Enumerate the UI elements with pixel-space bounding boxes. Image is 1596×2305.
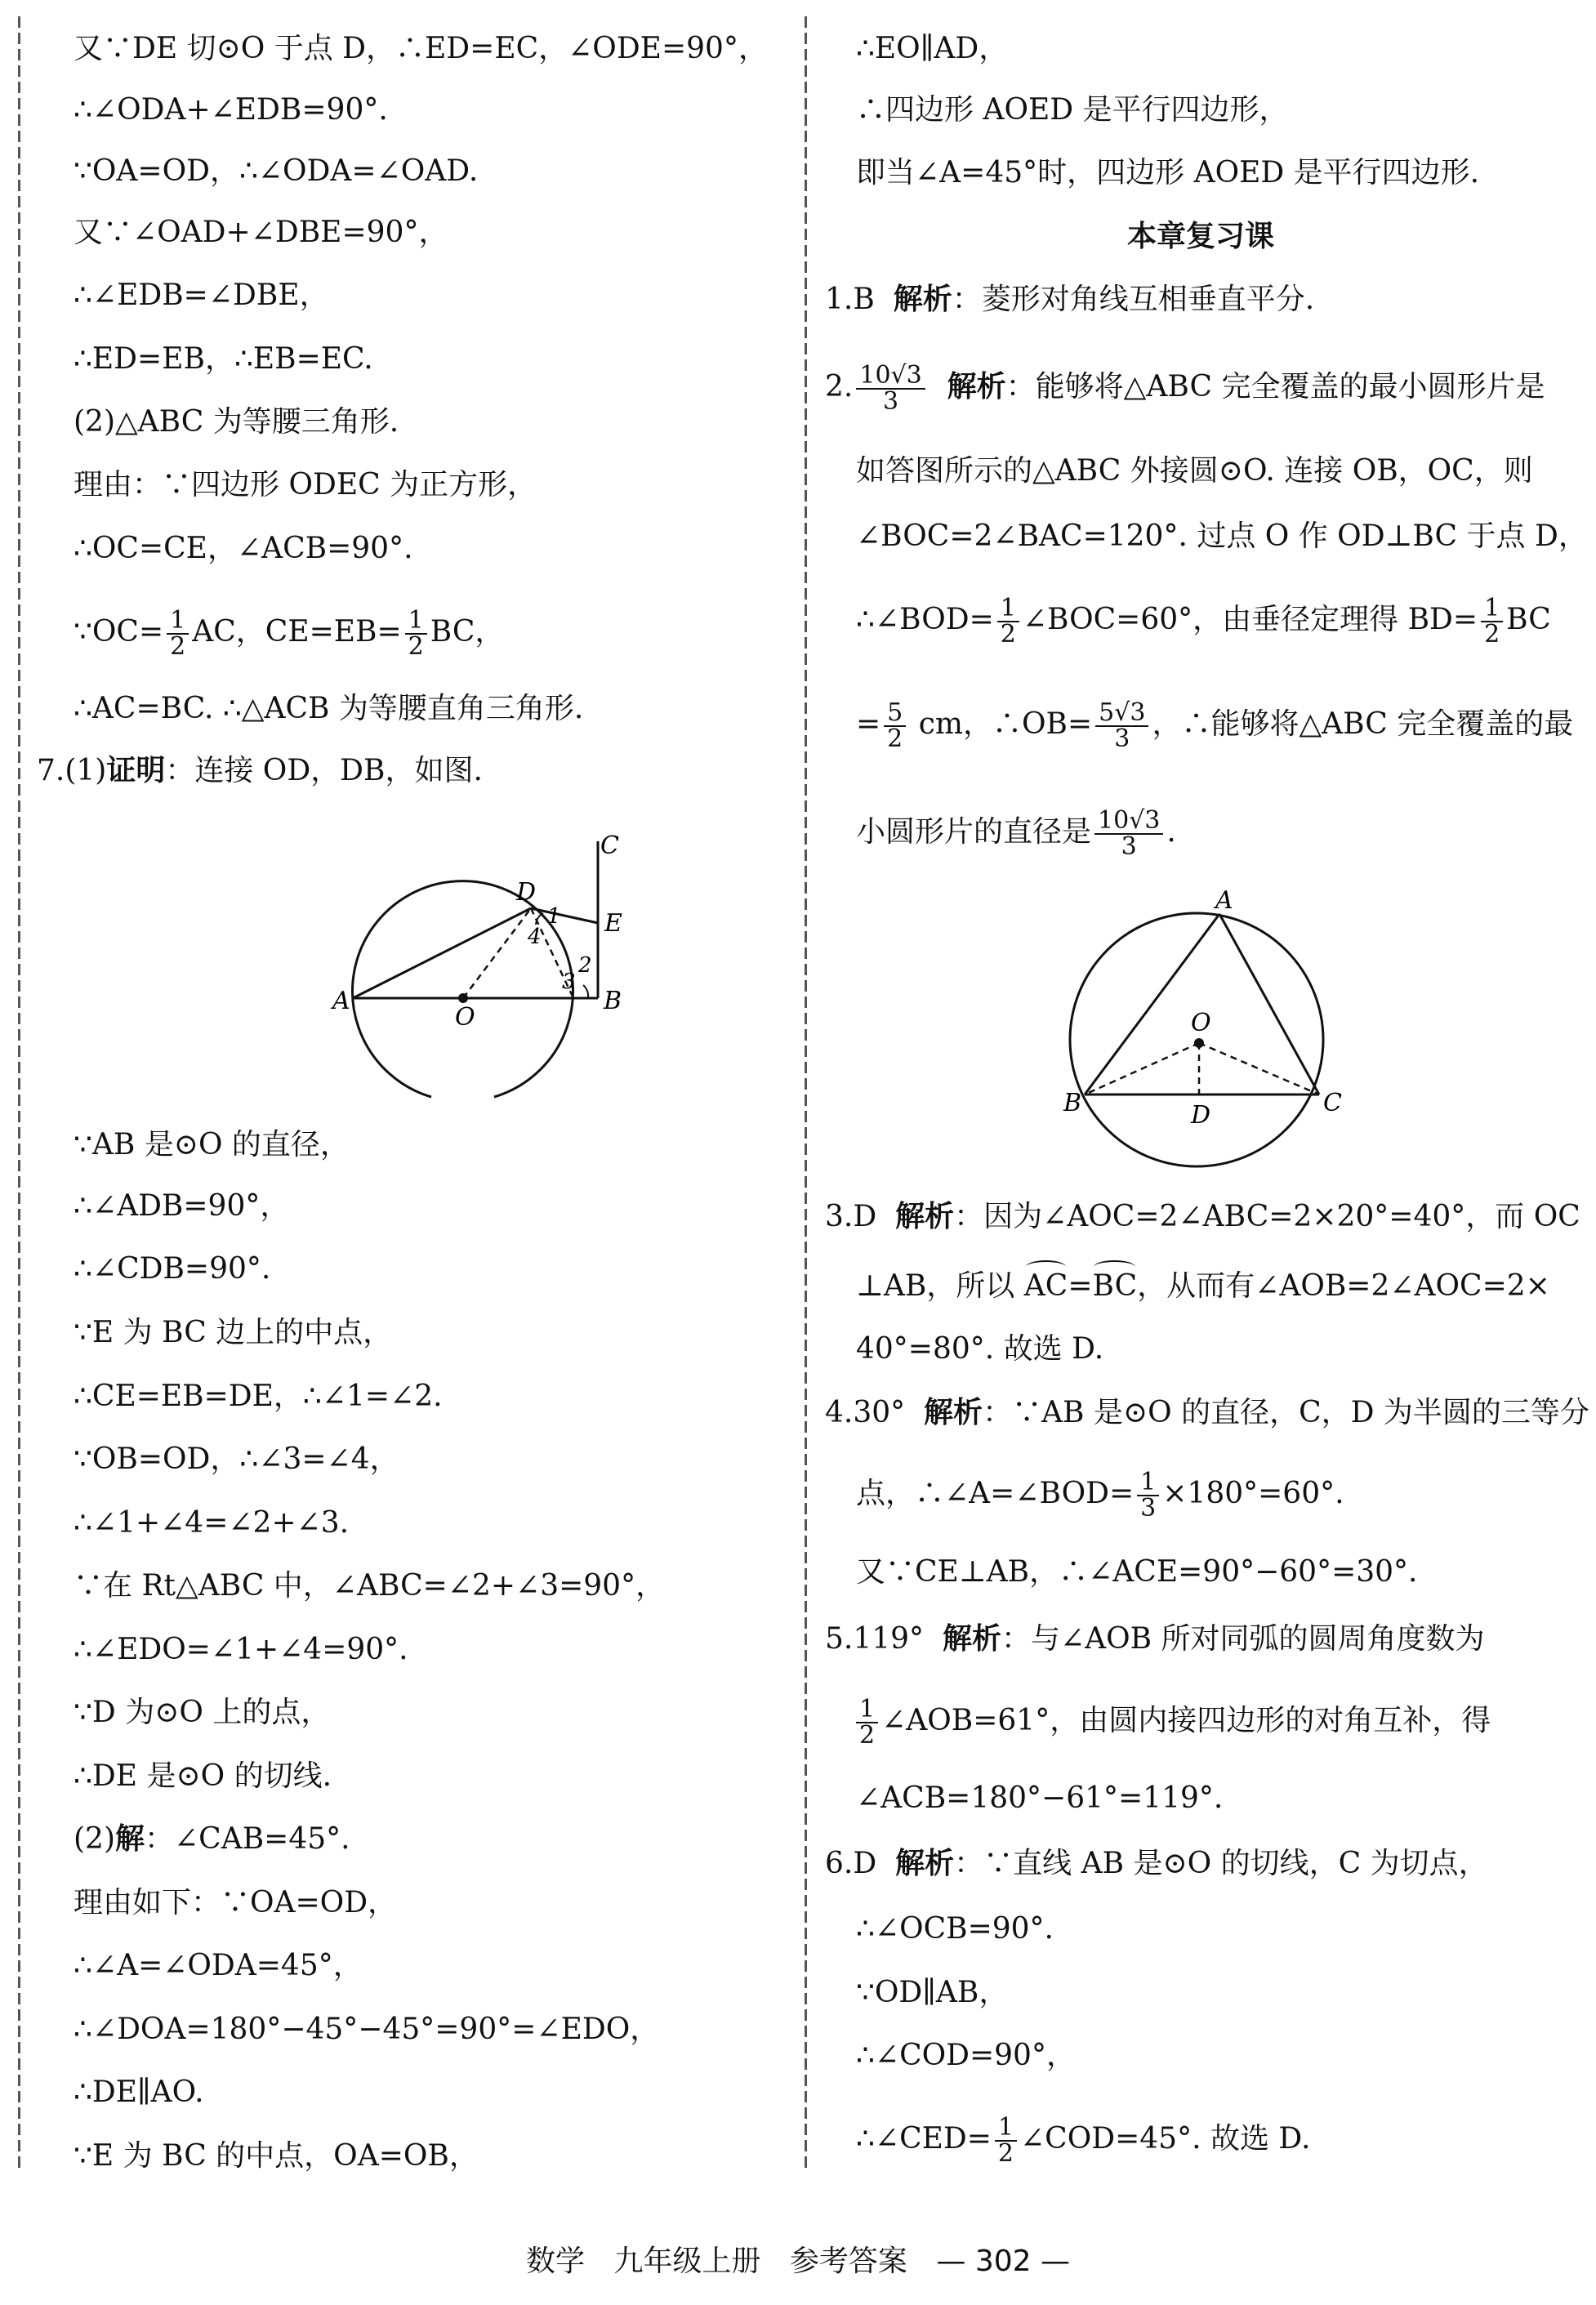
- answer-6: [825, 1846, 1488, 1882]
- text-line: ∴AC=BC. ∴△ACB 为等腰直角三角形.: [74, 692, 584, 725]
- text-line: ∴∠ODA+∠EDB=90°.: [74, 93, 388, 127]
- label-a: A: [332, 987, 350, 1015]
- text-line: ∴∠CDB=90°.: [74, 1252, 271, 1286]
- proof-label: 证明: [106, 754, 166, 787]
- fraction: [1095, 698, 1148, 753]
- answer-number: 4.30°: [825, 1396, 906, 1429]
- text-segment: ∠AOB=61°，由圆内接四边形的对角互补，得: [881, 1704, 1491, 1737]
- fraction: [856, 363, 925, 414]
- analysis-label: 解析: [942, 1622, 1001, 1656]
- center-point: [458, 993, 468, 1003]
- numerator: 1: [995, 2116, 1017, 2142]
- denominator: 3: [1121, 832, 1137, 861]
- text-line: ∠BOC=2∠BAC=120°. 过点 O 作 OD⊥BC 于点 D，: [856, 519, 1588, 553]
- answer-4: [825, 1395, 1589, 1431]
- text-segment: ⊥AB，所以: [856, 1269, 1024, 1303]
- text-segment: ，从而有∠AOB=2∠AOC=2×: [1137, 1269, 1550, 1303]
- text-line: ∴∠COD=90°，: [856, 2039, 1076, 2072]
- fraction: [167, 606, 189, 661]
- question-7-line: [37, 753, 483, 789]
- text-line-with-fractions: [74, 606, 505, 661]
- denominator: 2: [1000, 620, 1016, 649]
- fraction: [405, 606, 427, 661]
- label-c: C: [600, 831, 619, 860]
- text-line: ∴四边形 AOED 是平行四边形，: [856, 93, 1289, 127]
- denominator: 3: [883, 387, 899, 416]
- text-line: ∵E 为 BC 边上的中点，: [74, 1316, 393, 1349]
- analysis-label: 解析: [893, 283, 952, 316]
- text-line: ∴DE 是⊙O 的切线.: [74, 1759, 332, 1793]
- text-segment: ：与∠AOB 所对同弧的圆周角度数为: [1001, 1622, 1485, 1656]
- denominator: 2: [997, 2139, 1014, 2168]
- answer-number: 5.119°: [825, 1622, 925, 1656]
- analysis-label: 解析: [947, 370, 1006, 403]
- text-segment: AC，CE=EB=: [192, 615, 402, 649]
- text-segment: ∵OC=: [74, 615, 164, 649]
- text-line: 理由如下：∵OA=OD，: [74, 1886, 398, 1919]
- arc-ac: AC: [1023, 1269, 1068, 1303]
- fraction: [884, 698, 906, 753]
- text-segment: ：能够将△ABC 完全覆盖的最小圆形片是: [1005, 370, 1545, 403]
- label-o: O: [1191, 1009, 1211, 1037]
- text-line: ∵OD∥AB，: [856, 1976, 1009, 2009]
- text-segment: 小圆形片的直径是: [856, 815, 1092, 849]
- segment-ob-dashed: [1085, 1043, 1199, 1095]
- answer-number: 1.B: [825, 283, 875, 316]
- text-line: ∴∠EDB=∠DBE，: [74, 279, 329, 312]
- denominator: 3: [1114, 724, 1130, 753]
- label-a: A: [1215, 886, 1233, 915]
- text-line: 40°=80°. 故选 D.: [856, 1332, 1104, 1366]
- answer-2: [825, 363, 1545, 414]
- segment-od-dashed: [463, 908, 531, 998]
- text-segment: ：连接 OD，DB，如图.: [165, 754, 483, 787]
- label-b: B: [604, 987, 622, 1015]
- label-d: D: [516, 878, 537, 907]
- text-line: 又∵∠OAD+∠DBE=90°，: [74, 216, 448, 249]
- solution-label: 解: [115, 1822, 145, 1856]
- text-segment: ∠COD=45°. 故选 D.: [1020, 2122, 1311, 2156]
- text-segment: ：因为∠AOC=2∠ABC=2×20°=40°，而 OC: [954, 1200, 1580, 1233]
- denominator: 2: [170, 632, 186, 661]
- text-line: ∵E 为 BC 的中点，OA=OB，: [74, 2139, 479, 2173]
- text-line: ∴∠DOA=180°−45°−45°=90°=∠EDO，: [74, 2013, 660, 2046]
- denominator: 2: [408, 632, 424, 661]
- text-line: ∴CE=EB=DE，∴∠1=∠2.: [74, 1380, 443, 1413]
- text-line: ∵D 为⊙O 上的点，: [74, 1696, 331, 1729]
- text-line: ∴∠EDO=∠1+∠4=90°.: [74, 1633, 408, 1666]
- fraction: [1137, 1470, 1159, 1521]
- text-segment: ∴∠BOD=: [856, 603, 994, 636]
- text-segment: ：∠CAB=45°.: [145, 1822, 350, 1856]
- text-segment: .: [1166, 815, 1176, 849]
- numerator: 5√3: [1095, 701, 1148, 727]
- text-segment: ，∴能够将△ABC 完全覆盖的最: [1152, 707, 1574, 741]
- segment-ad: [353, 908, 531, 998]
- numerator: 1: [167, 609, 189, 635]
- left-margin-line: [18, 16, 20, 2173]
- text-line: ∵OA=OD，∴∠ODA=∠OAD.: [74, 154, 479, 188]
- analysis-label: 解析: [924, 1396, 983, 1429]
- text-line: 如答图所示的△ABC 外接圆⊙O. 连接 OB，OC，则: [856, 454, 1533, 488]
- numerator: 10√3: [856, 363, 925, 390]
- text-line: ∴∠A=∠ODA=45°，: [74, 1949, 363, 1982]
- text-line: 理由：∵四边形 ODEC 为正方形，: [74, 468, 537, 502]
- fraction: [856, 1697, 878, 1748]
- label-e: E: [604, 909, 622, 938]
- text-line: ∴∠ADB=90°，: [74, 1189, 290, 1223]
- text-segment: ：∵直线 AB 是⊙O 的切线，C 为切点，: [954, 1847, 1488, 1880]
- text-segment: 点，∴∠A=∠BOD=: [856, 1477, 1135, 1510]
- side-ac: [1219, 914, 1319, 1095]
- answer-number: 2.: [825, 370, 854, 403]
- text-line: 即当∠A=45°时，四边形 AOED 是平行四边形.: [856, 156, 1480, 189]
- numerator: 1: [1137, 1470, 1159, 1496]
- answer-5: [825, 1621, 1485, 1657]
- text-segment: cm，∴OB=: [909, 707, 1093, 741]
- numerator: 1: [1481, 596, 1503, 622]
- denominator: 2: [1484, 620, 1500, 649]
- angle-label-1: 1: [547, 904, 561, 929]
- text-line: [74, 1821, 350, 1857]
- text-line: 又∵DE 切⊙O 于点 D，∴ED=EC，∠ODE=90°，: [74, 32, 768, 65]
- text-segment: =: [856, 707, 881, 741]
- arc-bc: BC: [1092, 1269, 1138, 1303]
- page-footer: [0, 2238, 1596, 2280]
- angle-label-2: 2: [578, 953, 592, 978]
- label-b: B: [1063, 1089, 1082, 1117]
- angle-label-3: 3: [562, 970, 576, 994]
- text-line: ∵AB 是⊙O 的直径，: [74, 1128, 350, 1161]
- section-title: 本章复习课: [1127, 220, 1275, 253]
- text-line-with-fractions: [856, 1697, 1491, 1748]
- label-d: D: [1191, 1101, 1211, 1130]
- text-line: [856, 1268, 1550, 1304]
- answer-number: 3.D: [825, 1200, 877, 1233]
- text-line: ∴∠1+∠4=∠2+∠3.: [74, 1506, 350, 1540]
- angle-mark: [583, 985, 588, 998]
- label-c: C: [1323, 1089, 1342, 1117]
- fraction: [995, 2113, 1017, 2168]
- numerator: 10√3: [1094, 809, 1163, 835]
- text-line: ∠ACB=180°−61°=119°.: [856, 1781, 1224, 1815]
- numerator: 1: [405, 609, 427, 635]
- label-o: O: [455, 1003, 475, 1032]
- figure-circle-tangent: [302, 825, 645, 1119]
- numerator: 1: [856, 1697, 878, 1723]
- text-segment: ：∵AB 是⊙O 的直径，C，D 为半圆的三等分: [983, 1396, 1589, 1429]
- denominator: 3: [1140, 1494, 1157, 1523]
- center-point: [1194, 1038, 1204, 1048]
- text-segment: ：菱形对角线互相垂直平分.: [952, 283, 1315, 316]
- angle-label-4: 4: [528, 925, 542, 949]
- text-line: ∴DE∥AO.: [74, 2075, 204, 2109]
- text-line: ∴∠OCB=90°.: [856, 1912, 1054, 1946]
- denominator: 2: [887, 724, 903, 753]
- text-line-with-fractions: [856, 1470, 1344, 1521]
- text-line: ∵在 Rt△ABC 中，∠ABC=∠2+∠3=90°，: [74, 1569, 666, 1603]
- fraction: [1094, 806, 1163, 861]
- fraction: [1481, 596, 1503, 647]
- question-number: 7.(1): [37, 754, 107, 787]
- circle-arc: [353, 881, 573, 1097]
- analysis-label: 解析: [895, 1200, 955, 1233]
- text-segment: BC: [1506, 603, 1551, 636]
- answer-3: [825, 1199, 1580, 1235]
- column-divider-line: [805, 16, 807, 2173]
- numerator: 1: [997, 596, 1019, 622]
- footer-grade: 九年级上册: [613, 2245, 761, 2278]
- text-line: 又∵CE⊥AB，∴∠ACE=90°−60°=30°.: [856, 1555, 1418, 1589]
- text-line: (2)△ABC 为等腰三角形.: [74, 405, 399, 439]
- text-line-with-fractions: [856, 698, 1574, 753]
- text-segment: ∴∠CED=: [856, 2122, 992, 2156]
- fraction: [997, 596, 1019, 647]
- text-line: ∴ED=EB，∴EB=EC.: [74, 342, 373, 376]
- footer-label: 参考答案: [789, 2245, 907, 2278]
- text-segment: ∠BOC=60°，由垂径定理得 BD=: [1022, 603, 1478, 636]
- footer-subject: 数学: [525, 2245, 585, 2278]
- text-line: ∵OB=OD，∴∠3=∠4，: [74, 1442, 399, 1476]
- text-segment: =: [1068, 1269, 1093, 1303]
- text-line: ∴EO∥AD，: [856, 32, 1009, 65]
- text-line-with-fractions: [856, 596, 1551, 647]
- text-segment: (2): [74, 1822, 115, 1856]
- numerator: 5: [884, 701, 906, 727]
- text-segment: BC，: [430, 615, 505, 649]
- segment-oc-dashed: [1199, 1043, 1319, 1095]
- figure-circumcircle: [1037, 886, 1364, 1180]
- analysis-label: 解析: [895, 1847, 955, 1880]
- page-number: — 302 —: [936, 2245, 1070, 2278]
- text-segment: ×180°=60°.: [1162, 1477, 1344, 1510]
- denominator: 2: [859, 1721, 876, 1750]
- answer-number: 6.D: [825, 1847, 877, 1880]
- text-line-with-fractions: [856, 2113, 1311, 2168]
- text-line-with-fractions: [856, 806, 1176, 861]
- text-line: ∴OC=CE，∠ACB=90°.: [74, 532, 413, 565]
- answer-1: [825, 282, 1314, 318]
